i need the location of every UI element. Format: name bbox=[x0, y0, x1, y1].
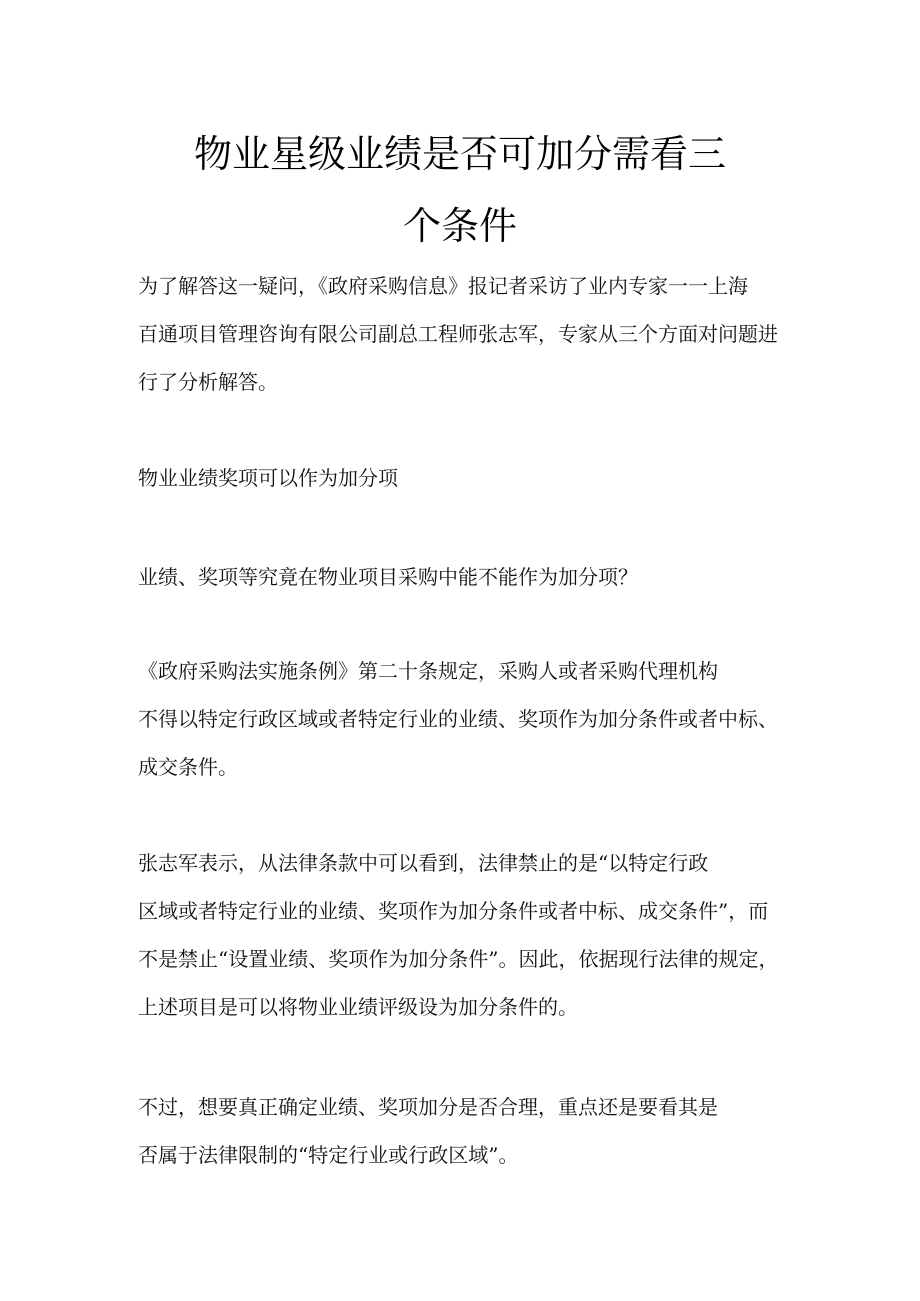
text-line: 区域或者特定行业的业绩、奖项作为加分条件或者中标、成交条件”，而 bbox=[138, 899, 769, 923]
text-line: 业绩、奖项等究竟在物业项目采购中能不能作为加分项？ bbox=[138, 565, 638, 589]
document-title-line-1: 物业星级业绩是否可加分需看三 bbox=[193, 132, 726, 176]
text-line: 行了分析解答。 bbox=[138, 370, 278, 394]
text-line: 不得以特定行政区域或者特定行业的业绩、奖项作为加分条件或者中标、 bbox=[138, 707, 778, 731]
text-line: 为了解答这一疑问，《政府采购信息》报记者采访了业内专家一一上海 bbox=[138, 274, 748, 298]
paragraph-regulation bbox=[138, 647, 798, 791]
text-line: 张志军表示，从法律条款中可以看到，法律禁止的是“以特定行政 bbox=[138, 851, 709, 875]
text-line: 百通项目管理咨询有限公司副总工程师张志军，专家从三个方面对问题进 bbox=[138, 322, 778, 346]
document-title-line-2: 个条件 bbox=[402, 204, 517, 248]
text-line: 成交条件。 bbox=[138, 755, 238, 779]
text-line: 不过，想要真正确定业绩、奖项加分是否合理，重点还是要看其是 bbox=[138, 1095, 718, 1119]
paragraph-intro bbox=[138, 262, 798, 406]
section-heading bbox=[138, 454, 798, 502]
text-line: 上述项目是可以将物业业绩评级设为加分条件的。 bbox=[138, 995, 578, 1019]
paragraph-expert-view bbox=[138, 839, 798, 1031]
text-line: 否属于法律限制的“特定行业或行政区域”。 bbox=[138, 1143, 519, 1167]
text-line: 不是禁止“设置业绩、奖项作为加分条件”。因此，依据现行法律的规定， bbox=[138, 947, 779, 971]
paragraph-conclusion bbox=[138, 1083, 798, 1179]
text-line: 《政府采购法实施条例》第二十条规定，采购人或者采购代理机构 bbox=[138, 659, 718, 683]
text-line: 物业业绩奖项可以作为加分项 bbox=[138, 466, 398, 490]
paragraph-question bbox=[138, 553, 798, 601]
